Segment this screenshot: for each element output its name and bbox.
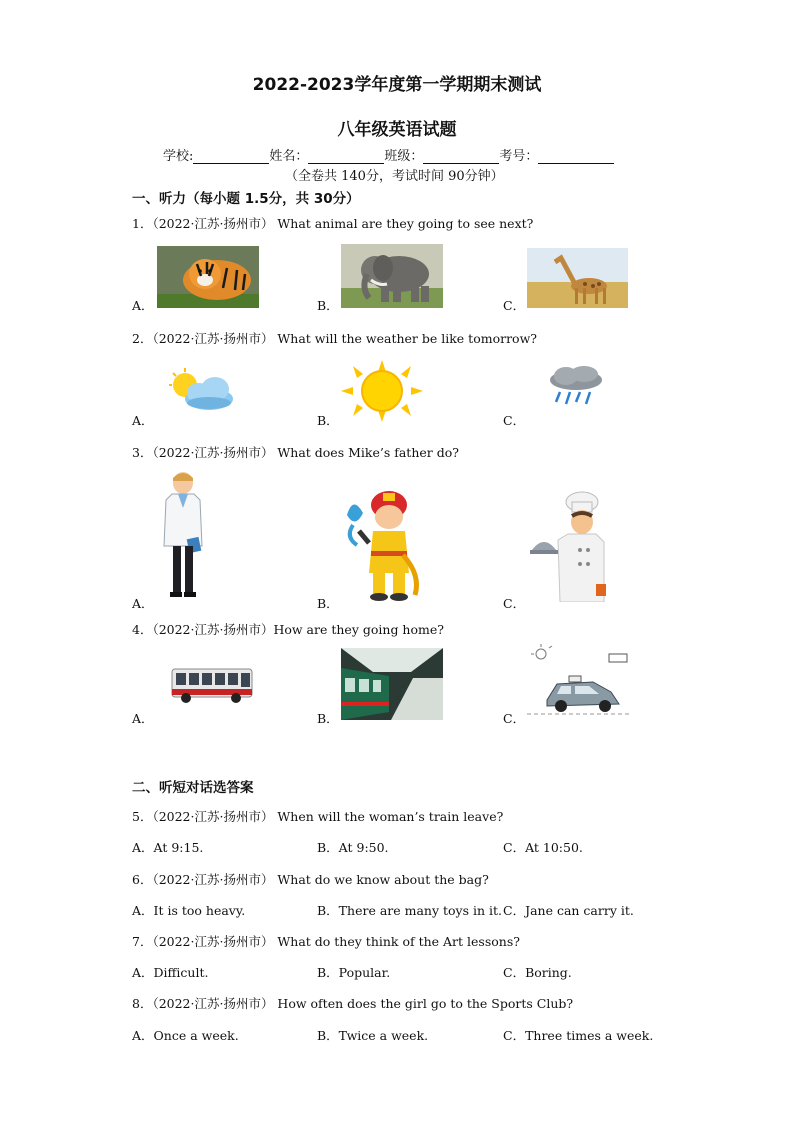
q6-option-c[interactable]: C．Jane can carry it. <box>503 903 634 918</box>
q2-option-c[interactable]: C． <box>503 413 526 428</box>
tiger-image <box>157 246 259 308</box>
q7-option-a[interactable]: A．Difficult. <box>132 965 209 980</box>
giraffe-image <box>527 248 628 308</box>
name-label: 姓名： <box>269 149 309 164</box>
q4-option-c[interactable]: C． <box>503 711 526 726</box>
section-1-title: 一、听力（每小题 1.5分，共 30分） <box>132 191 360 207</box>
elephant-image <box>341 244 443 308</box>
question-4: 4．（2022·江苏·扬州市）How are they going home? <box>132 622 444 637</box>
q3-option-a[interactable]: A． <box>132 596 154 611</box>
class-blank[interactable] <box>423 149 499 164</box>
question-6: 6．（2022·江苏·扬州市） What do we know about the bag? <box>132 872 489 887</box>
name-blank[interactable] <box>308 149 384 164</box>
q3-option-b[interactable]: B． <box>317 596 339 611</box>
q3-option-c[interactable]: C． <box>503 596 526 611</box>
q1-option-a[interactable]: A． <box>132 298 154 313</box>
doctor-image <box>158 470 208 602</box>
q2-option-a[interactable]: A． <box>132 413 154 428</box>
partly-cloudy-icon <box>163 367 239 415</box>
exam-title: 2022-2023学年度第一学期期末测试 <box>252 75 542 95</box>
exam-subtitle: 八年级英语试题 <box>337 120 457 140</box>
class-label: 班级： <box>384 149 424 164</box>
section-2-title: 二、听短对话选答案 <box>132 780 254 796</box>
q5-option-c[interactable]: C．At 10:50. <box>503 840 583 855</box>
student-info-line <box>163 145 614 164</box>
q6-option-b[interactable]: B．There are many toys in it. <box>317 903 503 918</box>
number-blank[interactable] <box>538 149 614 164</box>
q1-option-c[interactable]: C． <box>503 298 526 313</box>
question-1: 1．（2022·江苏·扬州市） What animal are they going to see next? <box>132 216 534 231</box>
q5-option-b[interactable]: B．At 9:50. <box>317 840 389 855</box>
chef-image <box>530 490 606 602</box>
number-label: 考号： <box>499 149 539 164</box>
q2-option-b[interactable]: B． <box>317 413 339 428</box>
question-2: 2．（2022·江苏·扬州市） What will the weather be like tomorrow? <box>132 331 537 346</box>
q8-option-b[interactable]: B．Twice a week. <box>317 1028 429 1043</box>
q1-option-b[interactable]: B． <box>317 298 339 313</box>
subway-image <box>341 648 443 720</box>
sunny-icon <box>341 360 423 422</box>
rainy-icon <box>542 366 610 408</box>
q7-option-b[interactable]: B．Popular. <box>317 965 391 980</box>
question-3: 3．（2022·江苏·扬州市） What does Mike’s father do? <box>132 445 459 460</box>
q6-option-a[interactable]: A．It is too heavy. <box>132 903 246 918</box>
q5-option-a[interactable]: A．At 9:15. <box>132 840 204 855</box>
exam-note: （全卷共 140分，考试时间 90分钟） <box>285 169 504 184</box>
q8-option-a[interactable]: A．Once a week. <box>132 1028 239 1043</box>
question-5: 5．（2022·江苏·扬州市） When will the woman’s train leave? <box>132 809 504 824</box>
q4-option-a[interactable]: A． <box>132 711 154 726</box>
question-7: 7．（2022·江苏·扬州市） What do they think of the Art lessons? <box>132 934 520 949</box>
school-blank[interactable] <box>193 149 269 164</box>
question-8: 8．（2022·江苏·扬州市） How often does the girl go to the Sports Club? <box>132 996 574 1011</box>
q8-option-c[interactable]: C．Three times a week. <box>503 1028 654 1043</box>
q7-option-c[interactable]: C．Boring. <box>503 965 572 980</box>
firefighter-image <box>343 485 425 603</box>
school-label: 学校: <box>163 149 194 164</box>
taxi-image <box>527 644 631 722</box>
bus-image <box>170 665 254 705</box>
q4-option-b[interactable]: B． <box>317 711 339 726</box>
